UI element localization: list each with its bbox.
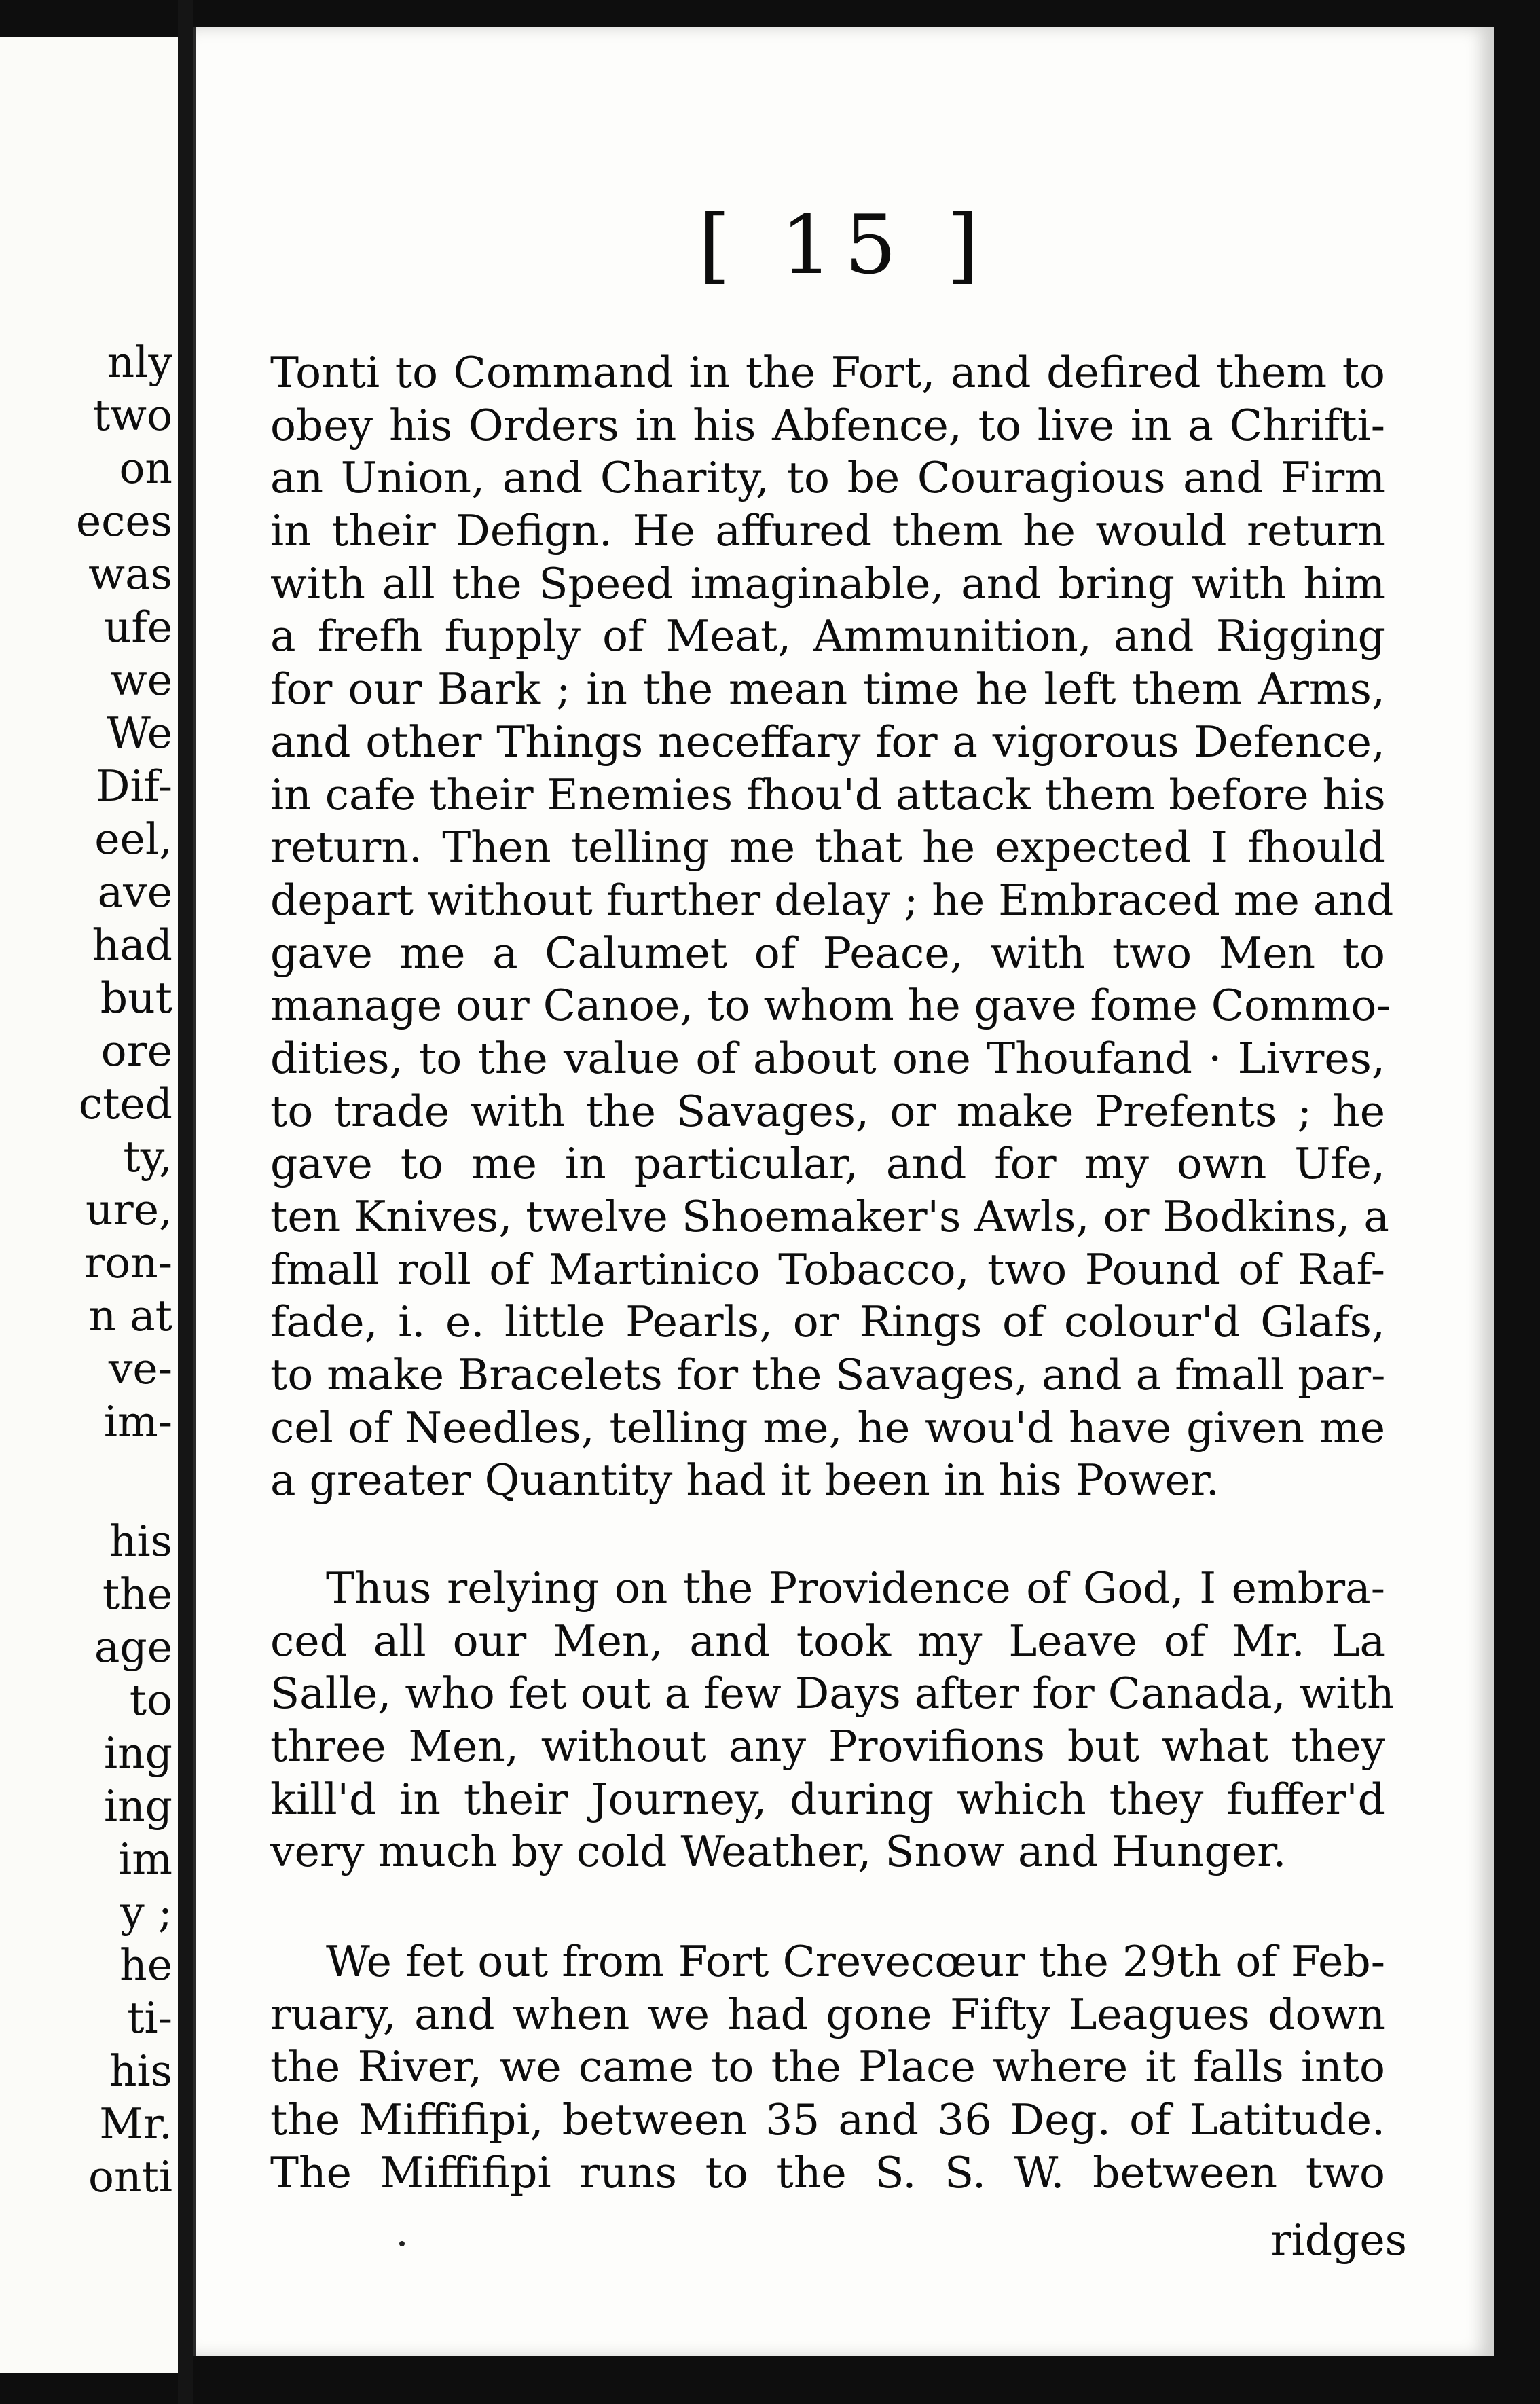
text-line: a frefh fupply of Meat, Ammunition, and Rigging bbox=[270, 611, 1385, 661]
text-line: The Miffifipi runs to the S. S. W. between two bbox=[270, 2147, 1385, 2198]
text-line: ruary, and when we had gone Fifty Leagues down bbox=[270, 1989, 1385, 2039]
text-line: dities, to the value of about one Thoufand · Livres, bbox=[270, 1033, 1385, 1083]
previous-page-line-fragment: onti bbox=[88, 2152, 172, 2202]
previous-page-line-fragment: age bbox=[94, 1622, 172, 1672]
previous-page-line-fragment: ufe bbox=[103, 602, 172, 652]
text-line: with all the Speed imaginable, and bring with him bbox=[270, 558, 1385, 608]
previous-page-line-fragment: nly bbox=[107, 338, 172, 387]
text-line: gave me a Calumet of Peace, with two Men to bbox=[270, 928, 1385, 978]
text-line: return. Then telling me that he expected I fhould bbox=[270, 822, 1385, 873]
text-line: to make Bracelets for the Savages, and a fmall par- bbox=[270, 1350, 1386, 1400]
previous-page-line-fragment: two bbox=[92, 390, 172, 440]
text-line: Tonti to Command in the Fort, and defired them to bbox=[270, 348, 1385, 397]
text-line: cel of Needles, telling me, he wou'd have given me bbox=[270, 1402, 1385, 1453]
previous-page-line-fragment: We bbox=[107, 708, 172, 758]
text-line: Salle, who fet out a few Days after for Canada, with bbox=[270, 1669, 1395, 1719]
text-line: gave to me in particular, and for my own Ufe, bbox=[270, 1139, 1385, 1189]
text-line: ten Knives, twelve Shoemaker's Awls, or Bodkins, a bbox=[270, 1192, 1389, 1241]
previous-page-line-fragment: had bbox=[92, 920, 172, 970]
ink-speck bbox=[399, 2241, 405, 2246]
text-line: fade, i. e. little Pearls, or Rings of colour'd Glafs, bbox=[270, 1297, 1385, 1347]
previous-page-line-fragment: ore bbox=[100, 1026, 172, 1076]
previous-page-line-fragment: eel, bbox=[94, 814, 172, 864]
previous-page-line-fragment: his bbox=[109, 1516, 172, 1566]
previous-page-line-fragment: but bbox=[100, 973, 172, 1023]
previous-page-line-fragment: ing bbox=[103, 1728, 172, 1778]
previous-page-text bbox=[76, 336, 172, 2204]
text-line: a greater Quantity had it been in his Power. bbox=[270, 1455, 1220, 1506]
previous-page-fragment bbox=[0, 37, 178, 2373]
text-line: the Miffifipi, between 35 and 36 Deg. of Latitude. bbox=[270, 2095, 1385, 2145]
paragraph-1 bbox=[270, 346, 1394, 1507]
previous-page-line-fragment: his bbox=[109, 2046, 172, 2096]
previous-page-line-fragment: Dif- bbox=[95, 761, 172, 811]
previous-page-line-fragment: y ; bbox=[120, 1887, 172, 1937]
text-line: in their Defign. He affured them he would return bbox=[270, 506, 1385, 556]
previous-page-line-fragment: cted bbox=[78, 1079, 172, 1129]
text-line: an Union, and Charity, to be Couragious and Firm bbox=[270, 453, 1385, 503]
text-line: ced all our Men, and took my Leave of Mr. La bbox=[270, 1616, 1385, 1666]
book-page bbox=[193, 27, 1494, 2356]
previous-page-line-fragment: ti- bbox=[127, 1993, 172, 2043]
previous-page-line-fragment: ure, bbox=[86, 1185, 172, 1235]
previous-page-line-fragment: eces bbox=[75, 496, 172, 546]
previous-page-line-fragment: was bbox=[88, 549, 172, 599]
text-line: We fet out from Fort Crevecœur the 29th of Feb- bbox=[326, 1937, 1385, 1986]
previous-page-line-fragment: ve- bbox=[108, 1344, 172, 1394]
previous-page-line-fragment: im bbox=[118, 1834, 172, 1884]
previous-page-line-fragment: im- bbox=[103, 1397, 172, 1446]
previous-page-line-fragment: the bbox=[102, 1569, 172, 1619]
text-line: manage our Canoe, to whom he gave fome Commo- bbox=[270, 981, 1391, 1031]
previous-page-line-fragment: ave bbox=[97, 867, 172, 917]
text-line: in cafe their Enemies fhou'd attack them before his bbox=[270, 769, 1386, 820]
previous-page-line-fragment: ty, bbox=[123, 1132, 172, 1182]
text-line: obey his Orders in his Abfence, to live in a Chrifti- bbox=[270, 400, 1385, 450]
previous-page-line-fragment: n at bbox=[88, 1291, 172, 1341]
paragraph-2 bbox=[270, 1562, 1395, 1878]
previous-page-line-fragment: on bbox=[119, 443, 172, 493]
text-line: kill'd in their Journey, during which they fuffer'd bbox=[270, 1774, 1385, 1824]
text-line: Thus relying on the Providence of God, I embra- bbox=[326, 1563, 1385, 1613]
text-line: very much by cold Weather, Snow and Hunger. bbox=[270, 1827, 1287, 1877]
paragraph-gap bbox=[76, 1449, 172, 1515]
text-line: to trade with the Savages, or make Prefents ; he bbox=[270, 1086, 1385, 1136]
previous-page-line-fragment: Mr. bbox=[99, 2099, 172, 2149]
text-line: three Men, without any Provifions but what they bbox=[270, 1722, 1385, 1772]
text-line: the River, we came to the Place where it falls into bbox=[270, 2042, 1385, 2092]
page-number-text: [ 15 ] bbox=[698, 198, 991, 293]
text-line: for our Bark ; in the mean time he left them Arms, bbox=[270, 664, 1385, 714]
paragraph-3 bbox=[270, 1935, 1385, 2199]
previous-page-line-fragment: he bbox=[120, 1940, 172, 1990]
text-line: and other Things neceffary for a vigorous Defence, bbox=[270, 716, 1385, 767]
text-line: depart without further delay ; he Embraced me and bbox=[270, 875, 1394, 925]
previous-page-line-fragment: ron- bbox=[84, 1238, 172, 1288]
previous-page-line-fragment: ing bbox=[103, 1781, 172, 1831]
previous-page-line-fragment: we bbox=[110, 655, 172, 705]
page-number bbox=[196, 198, 1494, 293]
previous-page-line-fragment: to bbox=[129, 1675, 172, 1725]
book-gutter bbox=[178, 0, 193, 2404]
catchword: ridges bbox=[1270, 2215, 1407, 2265]
text-line: fmall roll of Martinico Tobacco, two Pound of Raf- bbox=[270, 1244, 1385, 1294]
